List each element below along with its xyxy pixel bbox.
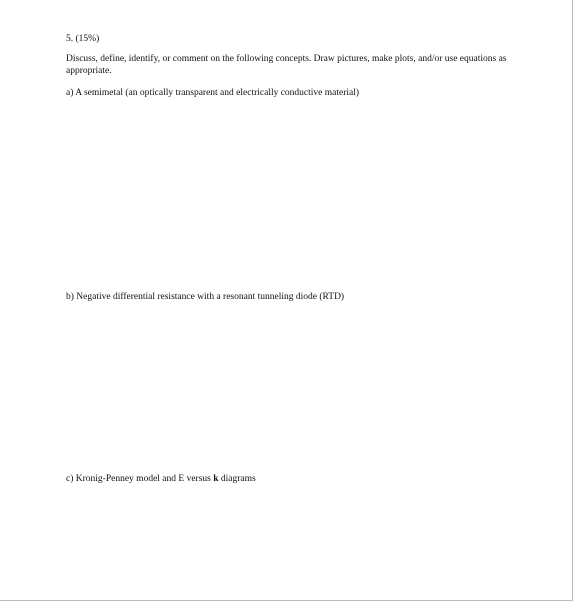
part-a-prompt: a) A semimetal (an optically transparent and electrically conductive material)	[66, 88, 360, 98]
question-instructions: Discuss, define, identify, or comment on the following concepts. Draw pictures, make plots, and/or use equations as appropriate.	[66, 54, 507, 76]
part-c-prompt	[66, 473, 256, 485]
part-c-text-end: diagrams	[218, 474, 256, 484]
wavevector-symbol: k	[213, 474, 219, 484]
question-number: 5. (15%)	[66, 34, 100, 44]
part-b-prompt: b) Negative differential resistance with a resonant tunneling diode (RTD)	[66, 292, 345, 302]
part-c-text-start: c) Kronig-Penney model and E versus	[66, 474, 214, 484]
